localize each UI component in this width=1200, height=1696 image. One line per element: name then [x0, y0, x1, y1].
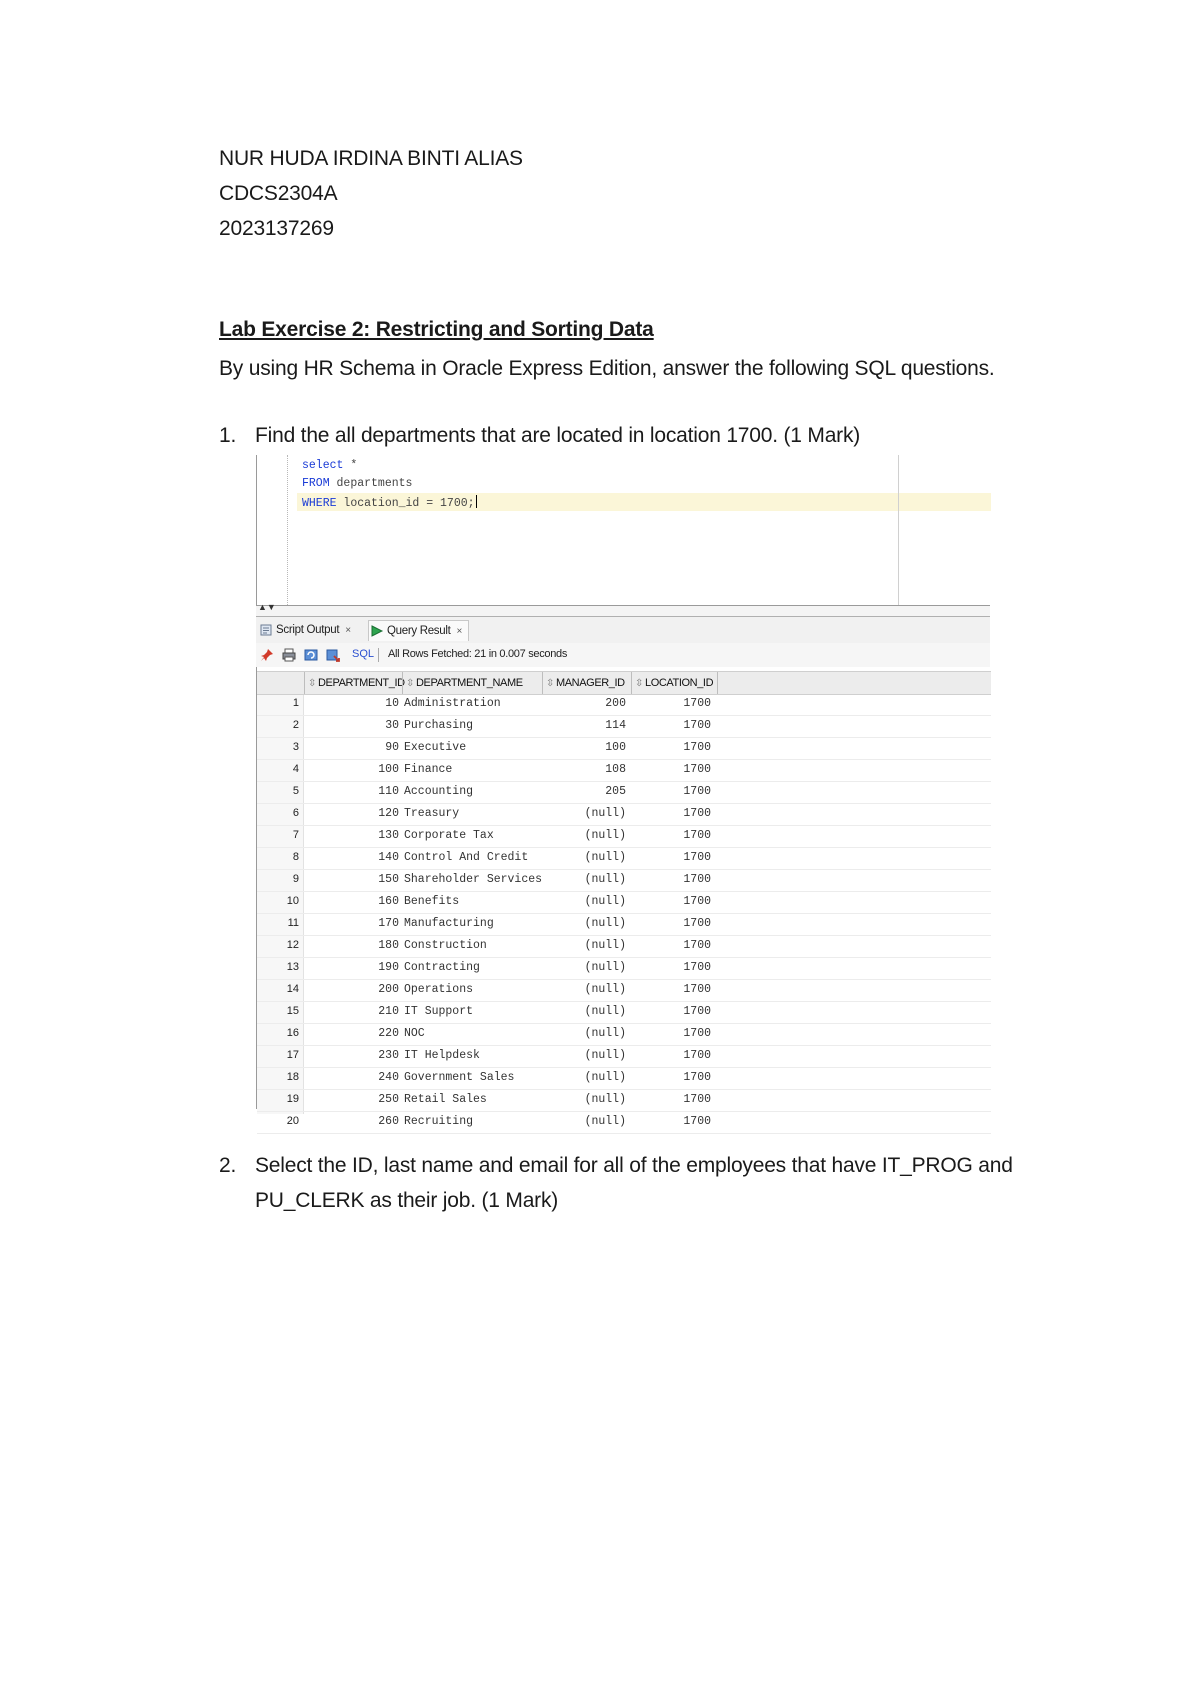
sql-keyword: FROM [302, 477, 330, 490]
department-id-cell: 230 [378, 1049, 399, 1062]
department-name-cell: IT Support [404, 1005, 474, 1018]
department-id-cell: 110 [378, 785, 399, 798]
sql-line-2 [302, 477, 412, 490]
table-row[interactable] [257, 782, 991, 804]
location-id-cell: 1700 [683, 719, 711, 732]
refresh-data-icon[interactable] [304, 648, 318, 662]
department-name-cell: Control And Credit [404, 851, 529, 864]
department-name-cell: Retail Sales [404, 1093, 487, 1106]
department-id-cell: 140 [378, 851, 399, 864]
question-number: 2. [219, 1154, 237, 1177]
location-id-cell: 1700 [683, 741, 711, 754]
department-name-cell: Contracting [404, 961, 480, 974]
table-row[interactable] [257, 1024, 991, 1046]
department-name-cell: Corporate Tax [404, 829, 494, 842]
department-name-cell: Administration [404, 697, 501, 710]
column-header-manager-id[interactable] [542, 672, 632, 694]
location-id-cell: 1700 [683, 917, 711, 930]
sql-button[interactable]: SQL [352, 648, 375, 660]
table-row[interactable] [257, 826, 991, 848]
row-number: 9 [292, 873, 299, 885]
department-name-cell: Treasury [404, 807, 460, 820]
manager-id-cell: 108 [605, 763, 626, 776]
editor-margin-line [898, 455, 899, 605]
manager-id-cell: 205 [605, 785, 626, 798]
manager-id-cell: (null) [584, 939, 626, 952]
department-id-cell: 240 [378, 1071, 399, 1084]
sql-line-1 [302, 459, 357, 472]
table-row[interactable] [257, 738, 991, 760]
department-id-cell: 160 [378, 895, 399, 908]
department-id-cell: 170 [378, 917, 399, 930]
location-id-cell: 1700 [683, 895, 711, 908]
toolbar-divider [378, 648, 379, 662]
department-name-cell: Executive [404, 741, 467, 754]
result-grid [256, 667, 991, 1128]
tab-script-output[interactable] [258, 620, 357, 640]
table-row[interactable] [257, 1046, 991, 1068]
row-number: 11 [287, 917, 299, 929]
department-id-cell: 190 [378, 961, 399, 974]
manager-id-cell: (null) [584, 1005, 626, 1018]
result-toolbar [256, 643, 990, 668]
department-id-cell: 120 [378, 807, 399, 820]
department-name-cell: Manufacturing [404, 917, 494, 930]
manager-id-cell: (null) [584, 1027, 626, 1040]
location-id-cell: 1700 [683, 829, 711, 842]
tab-label: Script Output [276, 624, 340, 636]
column-header-label: DEPARTMENT_ID [317, 677, 405, 689]
tab-label: Query Result [387, 625, 451, 637]
sql-text: location_id = 1700; [336, 497, 475, 510]
grid-header [257, 671, 991, 695]
row-number: 7 [292, 829, 299, 841]
table-row[interactable] [257, 1002, 991, 1024]
manager-id-cell: (null) [584, 829, 626, 842]
location-id-cell: 1700 [683, 697, 711, 710]
department-name-cell: IT Helpdesk [404, 1049, 480, 1062]
student-id: 2023137269 [219, 217, 334, 240]
question-text: Select the ID, last name and email for all of the employees that have IT_PROG and PU_CLERK as their job. (1 Mark) [255, 1154, 1013, 1212]
location-id-cell: 1700 [683, 851, 711, 864]
column-header-department-id[interactable] [304, 672, 403, 694]
row-number: 12 [286, 939, 299, 951]
location-id-cell: 1700 [683, 1093, 711, 1106]
row-number: 16 [286, 1027, 299, 1039]
department-name-cell: Recruiting [404, 1115, 474, 1128]
location-id-cell: 1700 [683, 1115, 711, 1128]
row-number: 20 [286, 1115, 299, 1127]
department-id-cell: 210 [378, 1005, 399, 1018]
manager-id-cell: (null) [584, 895, 626, 908]
row-number: 10 [286, 895, 299, 907]
manager-id-cell: (null) [584, 1071, 626, 1084]
print-icon[interactable] [282, 648, 296, 662]
editor-gutter [287, 455, 288, 605]
column-header-label: DEPARTMENT_NAME [415, 677, 523, 689]
splitter-arrows-icon[interactable]: ▲▼ [258, 602, 276, 612]
location-id-cell: 1700 [683, 873, 711, 886]
manager-id-cell: (null) [584, 1093, 626, 1106]
location-id-cell: 1700 [683, 807, 711, 820]
manager-id-cell: 114 [605, 719, 626, 732]
department-id-cell: 220 [378, 1027, 399, 1040]
table-row[interactable] [257, 760, 991, 782]
row-number: 17 [286, 1049, 299, 1061]
row-number: 19 [286, 1093, 299, 1105]
sql-editor[interactable] [256, 455, 991, 605]
manager-id-cell: (null) [584, 961, 626, 974]
row-number: 13 [286, 961, 299, 973]
department-name-cell: Benefits [404, 895, 460, 908]
location-id-cell: 1700 [683, 763, 711, 776]
table-row[interactable] [257, 1090, 991, 1112]
department-name-cell: NOC [404, 1027, 425, 1040]
row-number: 6 [292, 807, 299, 819]
close-icon[interactable]: × [345, 625, 351, 636]
export-icon[interactable] [326, 648, 340, 662]
department-name-cell: Operations [404, 983, 474, 996]
exercise-intro: By using HR Schema in Oracle Express Edition, answer the following SQL questions. [219, 357, 995, 380]
department-id-cell: 10 [385, 697, 399, 710]
table-row[interactable] [257, 958, 991, 980]
text-caret [476, 495, 477, 508]
manager-id-cell: (null) [584, 917, 626, 930]
department-name-cell: Government Sales [404, 1071, 515, 1084]
department-name-cell: Accounting [404, 785, 474, 798]
manager-id-cell: (null) [584, 983, 626, 996]
location-id-cell: 1700 [683, 1071, 711, 1084]
manager-id-cell: (null) [584, 1115, 626, 1128]
department-id-cell: 90 [385, 741, 399, 754]
column-header-label: MANAGER_ID [555, 677, 625, 689]
student-name: NUR HUDA IRDINA BINTI ALIAS [219, 147, 523, 170]
department-id-cell: 30 [385, 719, 399, 732]
table-row[interactable] [257, 892, 991, 914]
table-row[interactable] [257, 694, 991, 716]
row-number: 1 [292, 697, 299, 709]
department-id-cell: 260 [378, 1115, 399, 1128]
column-header-location-id[interactable] [631, 672, 718, 694]
sql-text: * [343, 459, 358, 472]
manager-id-cell: 200 [605, 697, 626, 710]
table-row[interactable] [257, 848, 991, 870]
department-id-cell: 180 [378, 939, 399, 952]
grid-rows [257, 694, 991, 1134]
close-icon[interactable]: × [456, 626, 463, 637]
department-name-cell: Shareholder Services [404, 873, 543, 886]
row-number: 18 [286, 1071, 299, 1083]
table-row[interactable] [257, 870, 991, 892]
script-output-icon [260, 624, 272, 636]
department-name-cell: Purchasing [404, 719, 474, 732]
output-tabs [256, 617, 990, 643]
row-number: 3 [292, 741, 299, 753]
table-row[interactable] [257, 936, 991, 958]
sort-icon: ⇳ [635, 678, 643, 689]
location-id-cell: 1700 [683, 983, 711, 996]
location-id-cell: 1700 [683, 961, 711, 974]
exercise-title: Lab Exercise 2: Restricting and Sorting Data [219, 318, 654, 341]
sql-developer-screenshot [256, 455, 990, 1128]
table-row[interactable] [257, 804, 991, 826]
row-number: 4 [292, 763, 299, 775]
table-row[interactable] [257, 914, 991, 936]
fetch-status: All Rows Fetched: 21 in 0.007 seconds [388, 648, 568, 660]
row-number: 8 [292, 851, 299, 863]
manager-id-cell: (null) [584, 873, 626, 886]
sql-keyword: select [302, 459, 344, 472]
run-icon [371, 625, 383, 637]
table-row[interactable] [257, 980, 991, 1002]
department-name-cell: Finance [404, 763, 453, 776]
sql-text: departments [329, 477, 413, 490]
column-header-department-name[interactable] [402, 672, 543, 694]
location-id-cell: 1700 [683, 939, 711, 952]
row-number: 5 [292, 785, 299, 797]
row-number: 15 [286, 1005, 299, 1017]
location-id-cell: 1700 [683, 1049, 711, 1062]
sort-icon: ⇳ [308, 678, 316, 689]
department-id-cell: 130 [378, 829, 399, 842]
question-number: 1. [219, 424, 237, 447]
department-name-cell: Construction [404, 939, 487, 952]
row-number: 14 [286, 983, 299, 995]
sort-icon: ⇳ [406, 678, 414, 689]
table-row[interactable] [257, 1112, 991, 1134]
department-id-cell: 100 [378, 763, 399, 776]
manager-id-cell: (null) [584, 851, 626, 864]
department-id-cell: 250 [378, 1093, 399, 1106]
question-text: Find the all departments that are located in location 1700. (1 Mark) [255, 424, 861, 447]
sort-icon: ⇳ [546, 678, 554, 689]
department-id-cell: 150 [378, 873, 399, 886]
column-header-label: LOCATION_ID [644, 677, 714, 689]
department-id-cell: 200 [378, 983, 399, 996]
location-id-cell: 1700 [683, 1005, 711, 1018]
sql-line-3 [302, 495, 477, 510]
tab-query-result[interactable] [368, 620, 469, 641]
location-id-cell: 1700 [683, 1027, 711, 1040]
manager-id-cell: 100 [605, 741, 626, 754]
manager-id-cell: (null) [584, 807, 626, 820]
pin-icon[interactable] [260, 648, 274, 662]
student-class: CDCS2304A [219, 182, 338, 205]
table-row[interactable] [257, 1068, 991, 1090]
location-id-cell: 1700 [683, 785, 711, 798]
sql-keyword: WHERE [302, 497, 337, 510]
manager-id-cell: (null) [584, 1049, 626, 1062]
table-row[interactable] [257, 716, 991, 738]
row-number: 2 [292, 719, 299, 731]
